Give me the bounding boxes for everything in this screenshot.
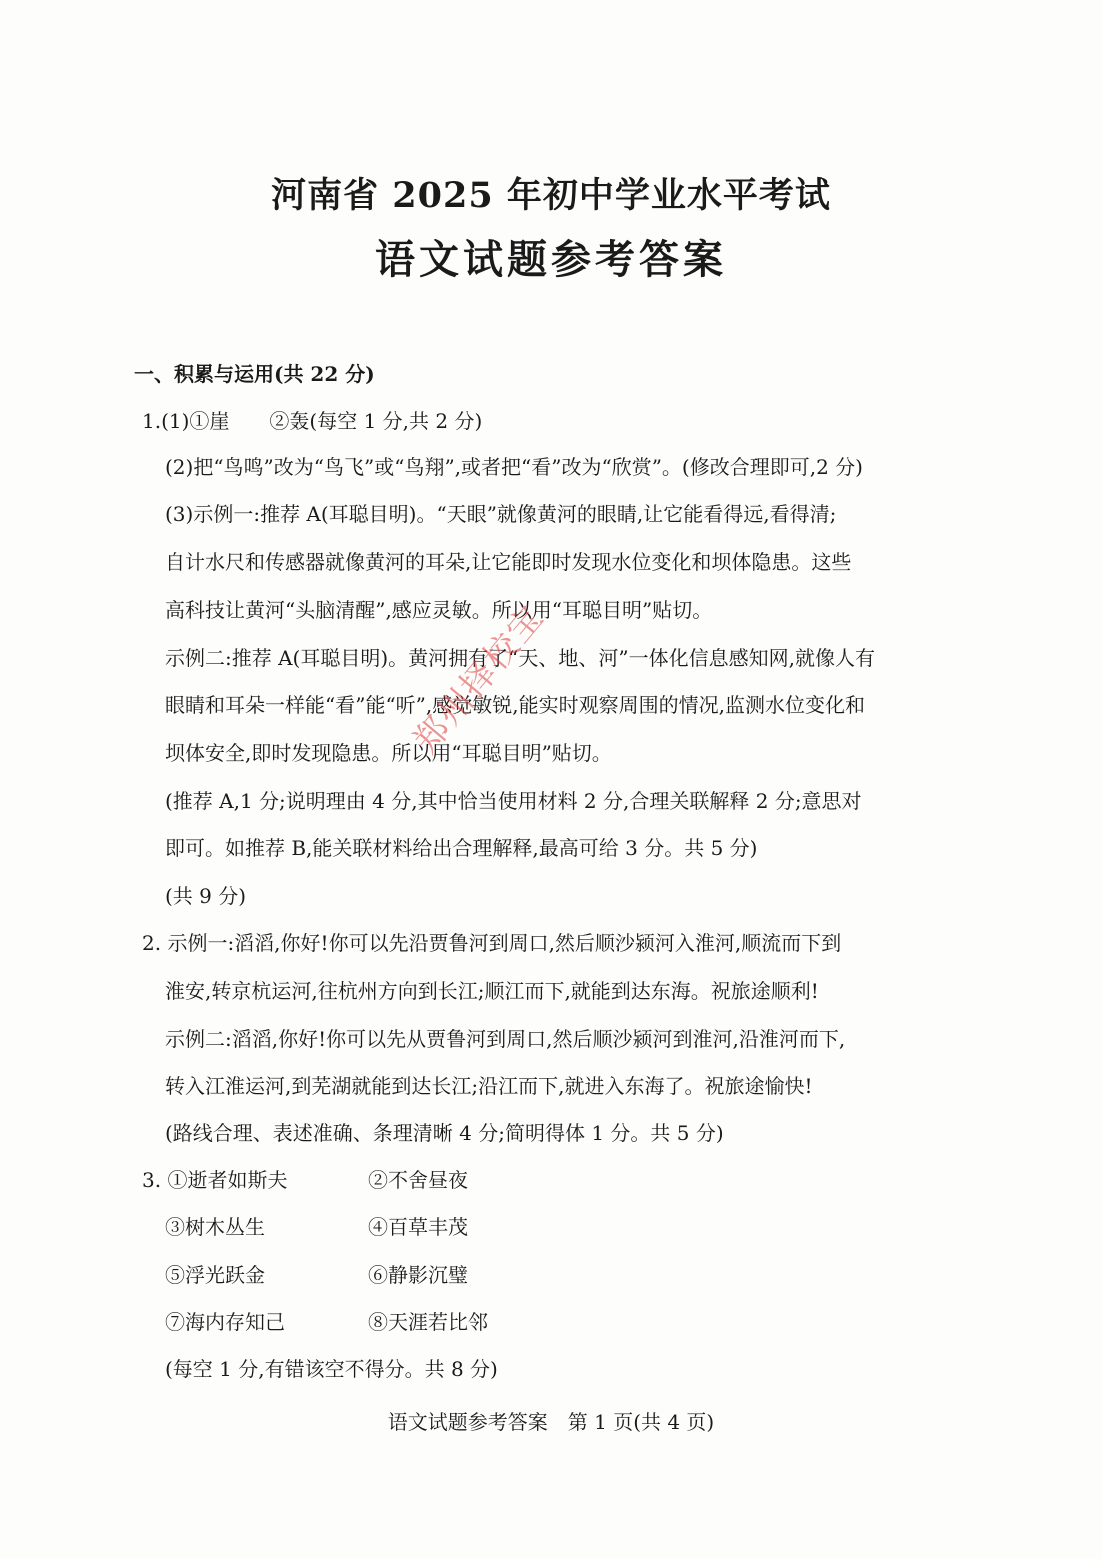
total-score-q1: (共 9 分) xyxy=(165,884,247,908)
blank-6: ⑥静影沉璧 xyxy=(368,1263,468,1287)
section-heading: 一、积累与运用(共 22 分) xyxy=(134,362,375,386)
answer-1-3-line2: 自计水尺和传感器就像黄河的耳朵,让它能即时发现水位变化和坝体隐患。这些 xyxy=(165,550,852,574)
blank-2: ②不舍昼夜 xyxy=(368,1168,468,1192)
page-footer: 语文试题参考答案 第 1 页(共 4 页) xyxy=(387,1410,715,1434)
blank-1: 3. ①逝者如斯夫 xyxy=(142,1168,288,1192)
answer-1-3-example2-line2: 眼睛和耳朵一样能“看”能“听”,感觉敏锐,能实时观察周围的情况,监测水位变化和 xyxy=(165,693,865,717)
blank-5: ⑤浮光跃金 xyxy=(165,1263,265,1287)
document-subtitle: 语文试题参考答案 xyxy=(375,236,727,283)
answer-2-example1-line1: 2. 示例一:滔滔,你好!你可以先沿贾鲁河到周口,然后顺沙颍河入淮河,顺流而下到 xyxy=(142,931,842,955)
scoring-note-1: (推荐 A,1 分;说明理由 4 分,其中恰当使用材料 2 分,合理关联解释 2 分;意思对 xyxy=(165,789,862,813)
blank-3: ③树木丛生 xyxy=(165,1215,265,1239)
watermark: 郑州择校宝 xyxy=(406,597,553,761)
answer-1-2: (2)把“鸟鸣”改为“鸟飞”或“鸟翔”,或者把“看”改为“欣赏”。(修改合理即可,2 分) xyxy=(165,455,863,479)
blank-8: ⑧天涯若比邻 xyxy=(368,1310,488,1334)
answer-1-3-example2-line3: 坝体安全,即时发现隐患。所以用“耳聪目明”贴切。 xyxy=(165,741,612,765)
scoring-note-2: 即可。如推荐 B,能关联材料给出合理解释,最高可给 3 分。共 5 分) xyxy=(165,836,758,860)
answer-1-3-line1: (3)示例一:推荐 A(耳聪目明)。“天眼”就像黄河的眼睛,让它能看得远,看得清; xyxy=(165,502,837,526)
answer-1-1: 1.(1)①崖 ②轰(每空 1 分,共 2 分) xyxy=(142,409,483,433)
document-title: 河南省 2025 年初中学业水平考试 xyxy=(271,175,831,216)
answer-2-example2-line2: 转入江淮运河,到芜湖就能到达长江;沿江而下,就进入东海了。祝旅途愉快! xyxy=(165,1074,813,1098)
scoring-note-q3: (每空 1 分,有错该空不得分。共 8 分) xyxy=(165,1357,498,1381)
answer-1-3-line3: 高科技让黄河“头脑清醒”,感应灵敏。所以用“耳聪目明”贴切。 xyxy=(165,598,713,622)
scoring-note-q2: (路线合理、表述准确、条理清晰 4 分;简明得体 1 分。共 5 分) xyxy=(165,1121,724,1145)
answer-1-3-example2-line1: 示例二:推荐 A(耳聪目明)。黄河拥有了“天、地、河”一体化信息感知网,就像人有 xyxy=(165,646,875,670)
blank-4: ④百草丰茂 xyxy=(368,1215,468,1239)
answer-2-example2-line1: 示例二:滔滔,你好!你可以先从贾鲁河到周口,然后顺沙颍河到淮河,沿淮河而下, xyxy=(165,1027,846,1051)
blank-7: ⑦海内存知己 xyxy=(165,1310,285,1334)
answer-2-example1-line2: 淮安,转京杭运河,往杭州方向到长江;顺江而下,就能到达东海。祝旅途顺利! xyxy=(165,979,819,1003)
